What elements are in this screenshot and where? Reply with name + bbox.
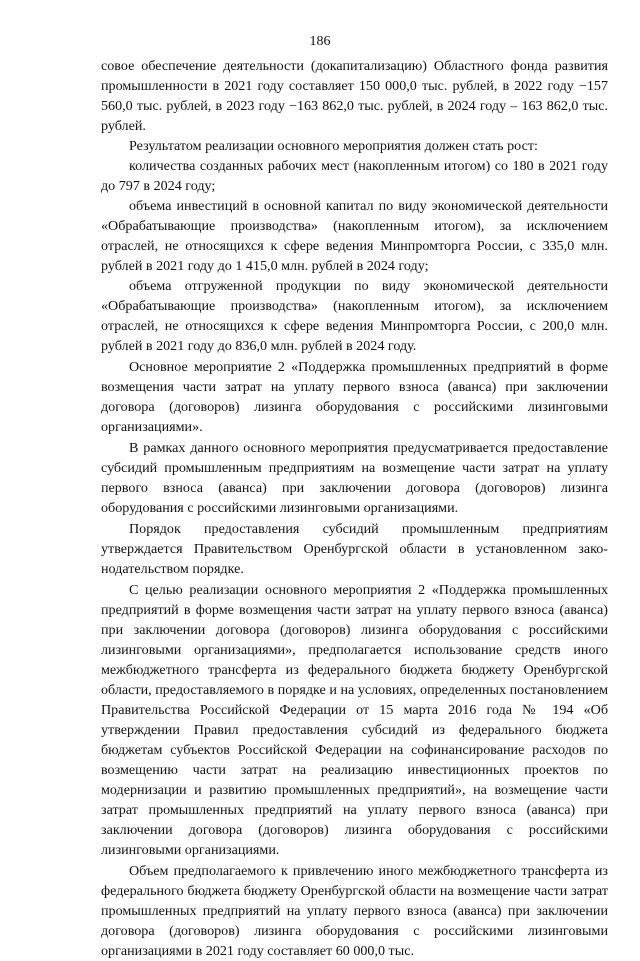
page-number: 186 (309, 34, 331, 49)
paragraph-continuation: совое обеспечение деятельности (докапитализацию) Областного фонда развития промышленности в 2021 году составляет 150 000,0 тыс. рублей, в 2022 году −157 560,0 тыс. рублей, в 2023 году −163 862,0 тыс. рублей, в 2024 году – 163 862,0 тыс. рублей. (101, 58, 608, 134)
document-body (101, 56, 608, 961)
paragraph-measure-2-volume: Объем предполагаемого к привлечению иного межбюджетного трансферта из федерального бюджета бюджету Оренбургской области на возмещение части затрат промышленных предприятий на уплату первого взноса (аванса) при заключении договора (договоров) лизинга оборудования с российскими лизинговыми организациями в 2021 году составляет 60 000,0 тыс. (101, 863, 608, 959)
paragraph-measure-2-procedure: Порядок предоставления субсидий промышленным предприятиям утверждается Правительством Оренбургской области в установленном законодательством порядке. (101, 521, 608, 577)
paragraph-result-intro: Результатом реализации основного мероприятия должен стать рост: (129, 138, 538, 154)
paragraph-result-investments: объема инвестиций в основной капитал по виду экономической деятельности «Обрабатывающие производства» (накопленным итогом), за исключением отраслей, не относящихся к сфере ведения Минпромторга России, с 335,0 млн. рублей в 2021 году до 1 415,0 млн. рублей в 2024 году; (101, 198, 608, 274)
paragraph-result-jobs: количества созданных рабочих мест (накопленным итогом) со 180 в 2021 году до 797 в 2024 году; (101, 158, 608, 194)
paragraph-measure-2-scope: В рамках данного основного мероприятия предусматривается предоставление субсидий промышленным предприятиям на возмещение части затрат на уплату первого взноса (аванса) при заключении договора (договоров) лизинга оборудования с российскими лизинговыми организациями. (101, 440, 608, 516)
paragraph-measure-2-title: Основное мероприятие 2 «Поддержка промышленных предприятий в форме возмещения части затрат на уплату первого взноса (аванса) при заключении договора (договоров) лизинга оборудования с российскими лизинговыми организациями». (101, 359, 608, 435)
paragraph-result-shipped: объема отгруженной продукции по виду экономической деятельности «Обрабатывающие производства» (накопленным итогом), за исключением отраслей, не относящихся к сфере ведения Минпромторга России, с 200,0 млн. рублей в 2021 году до 836,0 млн. рублей в 2024 году. (101, 278, 608, 354)
paragraph-measure-2-funding: С целью реализации основного мероприятия 2 «Поддержка промышленных предприятий в форме возмещения части затрат на уплату первого взноса (аванса) при заключении договора (договоров) лизинга оборудования с российскими лизинговыми организациями», предполагается использование средств иного межбюджетного трансферта из федерального бюджета бюджету Оренбургской области, предоставляемого в порядке и на условиях, определенных постановлением Правительства Российской Федерации от 15 марта 2016 года № 194 «Об утверждении Правил предоставления субсидий из федерального бюджета бюджетам субъектов Российской Федерации на софинансирование расходов по возмещению части затрат на реализацию инвестиционных проектов по модернизации и развитию промышленных предприятий», на возмещение части затрат промышленных предприятий на уплату первого взноса (аванса) при заключении договора (договоров) лизинга оборудования с российскими лизинговыми организациями. (101, 582, 608, 858)
